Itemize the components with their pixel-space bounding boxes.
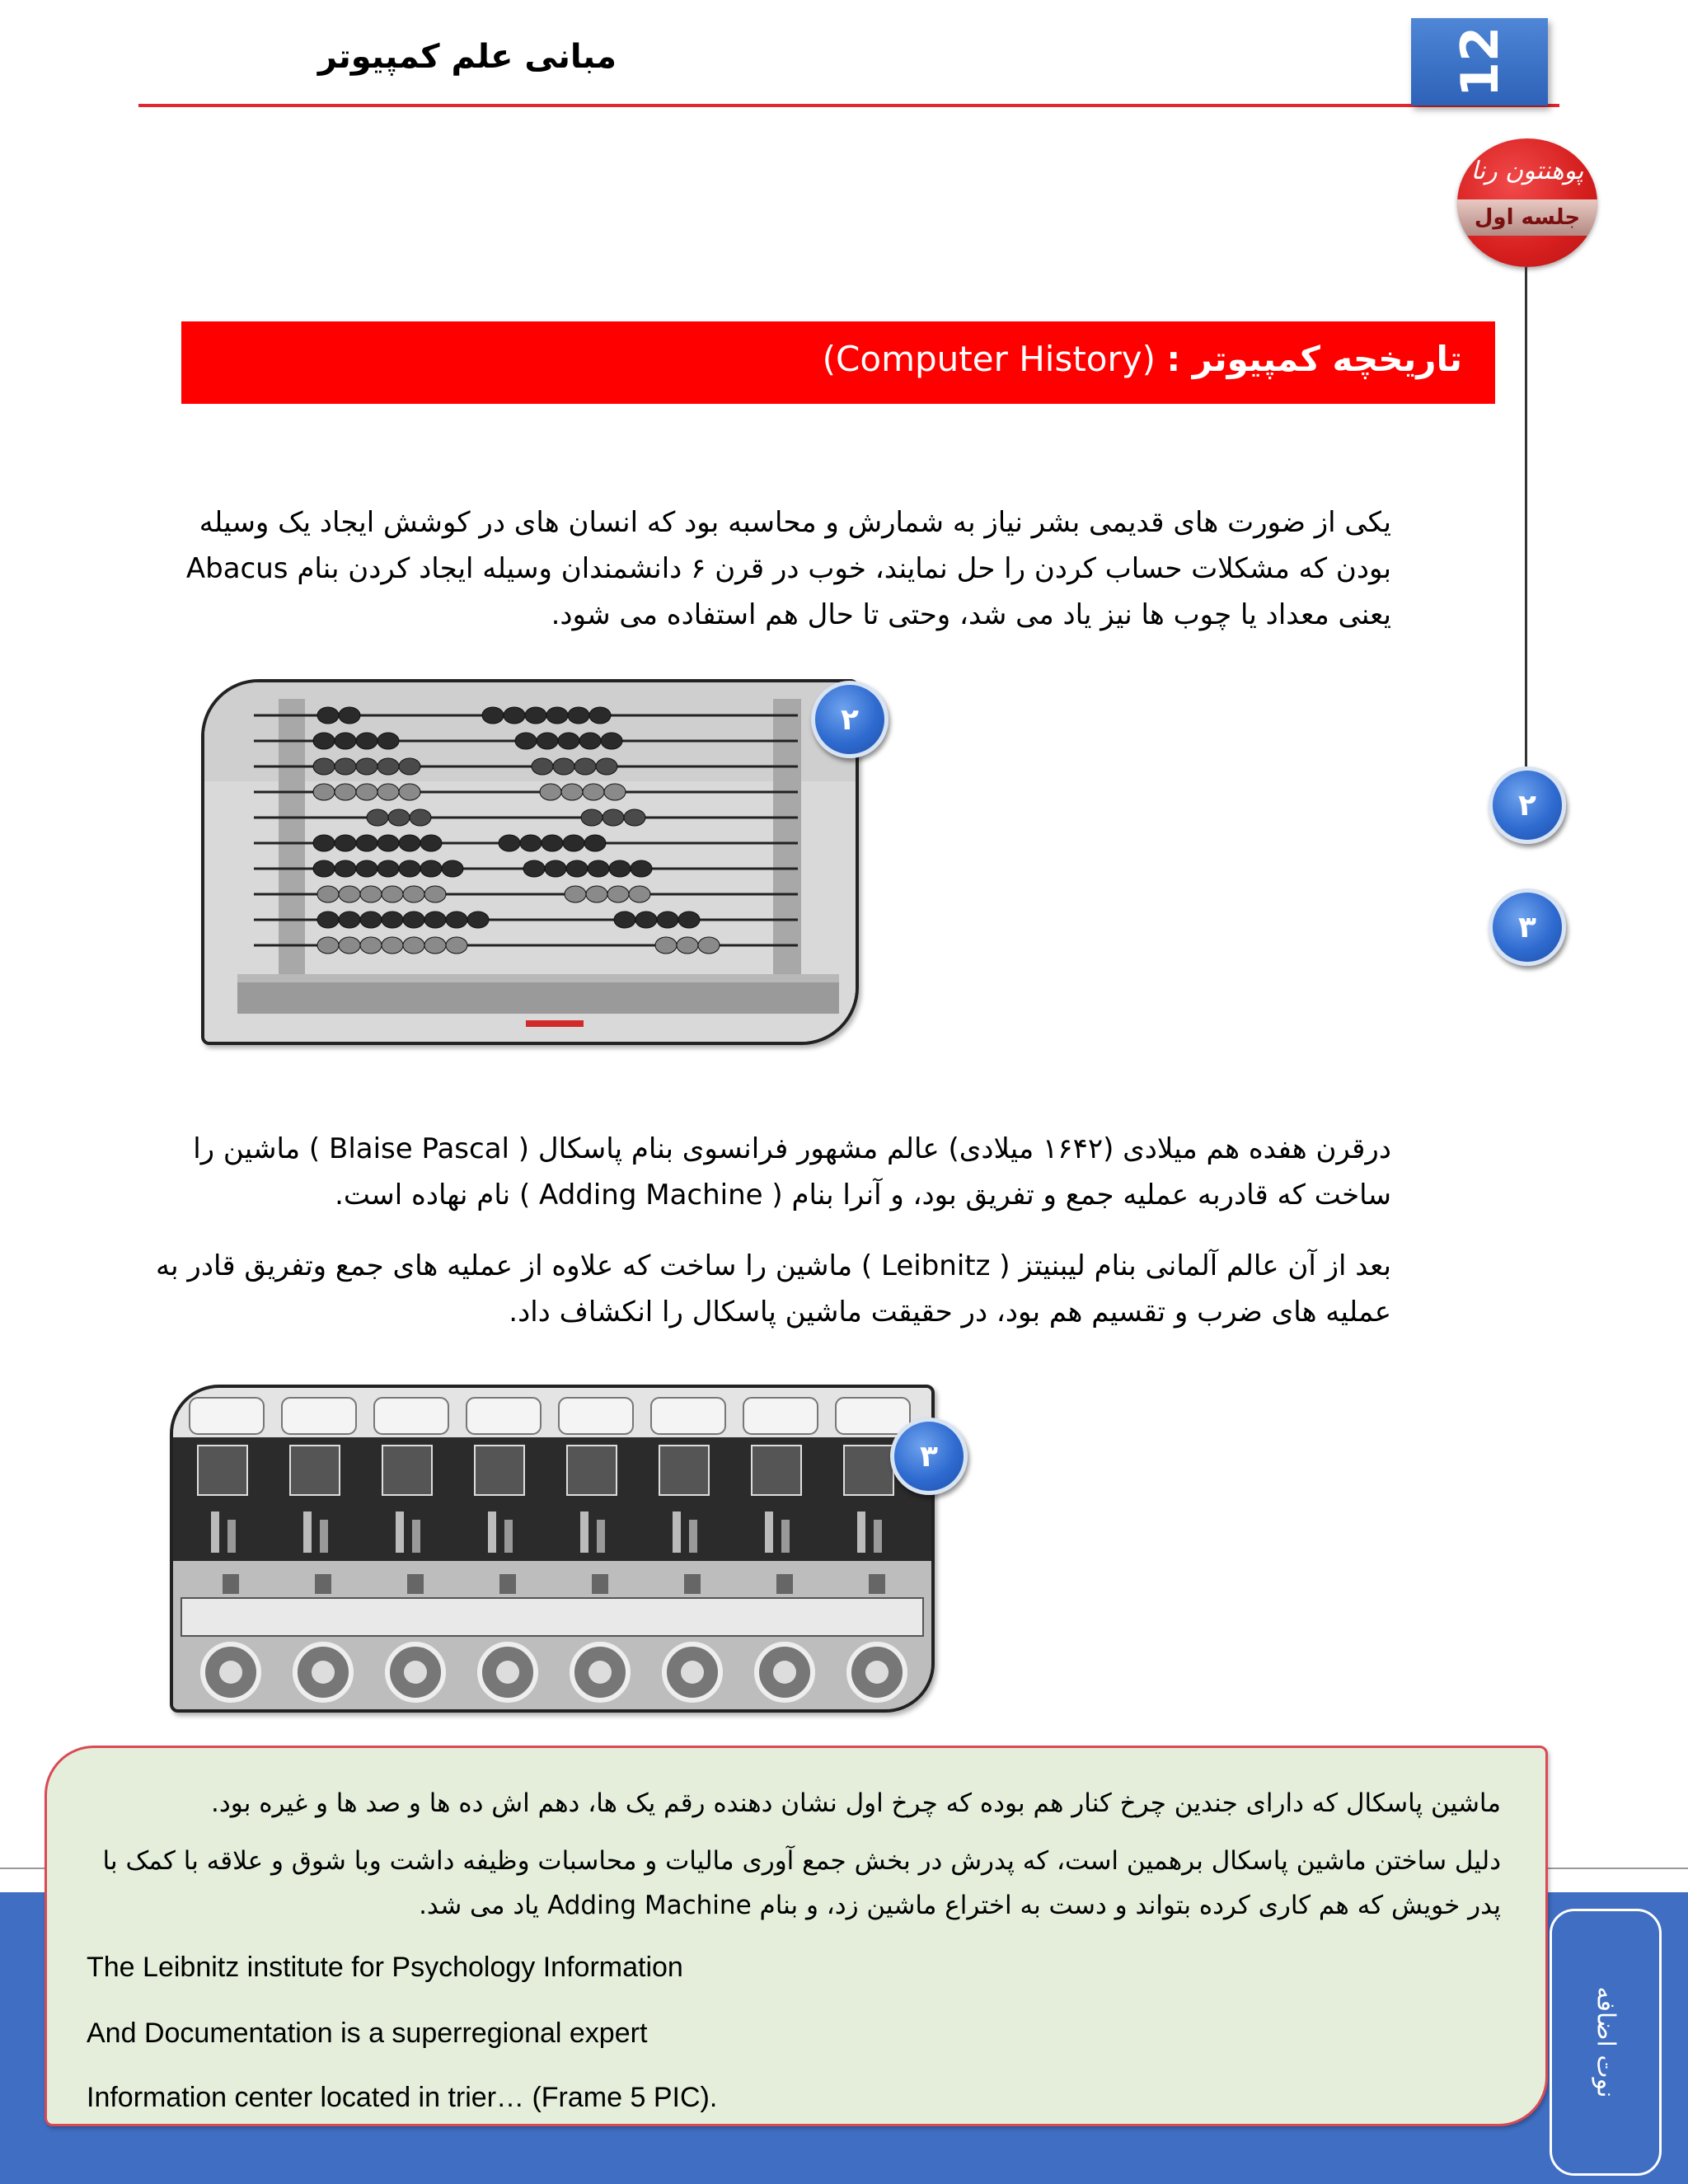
- section-heading-bar: [181, 321, 1495, 404]
- extra-notes-tab-label: نوت اضافه: [1591, 1986, 1620, 2098]
- page-number-box: [1411, 18, 1548, 105]
- section-heading-fa: تاریخچه کمپیوتر :: [1166, 339, 1462, 379]
- session-badge: [1457, 138, 1597, 267]
- pascal-paragraph: درقرن هفده هم میلادی (۱۶۴۲ میلادی) عالم مشهور فرانسوی بنام پاسکال ( Blaise Pascal ) ماشین را ساخت که قادربه عملیه جمع و تفریق بود، و آنرا بنام ( Adding Machine ) نام نهاده است.: [193, 1132, 1391, 1212]
- page-header-title: مبانی علم کمپیوتر: [317, 38, 617, 76]
- session-label: جلسه اول: [1474, 205, 1581, 230]
- page-number: 12: [1449, 26, 1510, 98]
- notes-box: [45, 1746, 1548, 2126]
- timeline-marker-2[interactable]: ٢: [1489, 766, 1566, 844]
- timeline-line: [1525, 267, 1527, 766]
- note-en-line-2: And Documentation is a superregional expert: [87, 2018, 648, 2049]
- note-en-line-1: The Leibnitz institute for Psychology Information: [87, 1952, 683, 1983]
- abacus-image: [201, 679, 859, 1045]
- extra-notes-tab[interactable]: [1550, 1909, 1662, 2176]
- intro-paragraph: یکی از ضورت های قدیمی بشر نیاز به شمارش و محاسبه بود که انسان های در کوشش ایجاد یک وسیله بودن که مشکلات حساب کردن را حل نمایند، خوب در قرن ۶ دانشمندان وسیله ایجاد کردن بنام Abacus یعنی معداد یا چوب ها نیز یاد می شد، وحتی تا حال هم استفاده می شود.: [185, 506, 1391, 631]
- timeline-marker-3[interactable]: ٣: [1489, 888, 1566, 966]
- pascaline-image: [170, 1385, 935, 1713]
- leibniz-paragraph: بعد از آن عالم آلمانی بنام لیبنیتز ( Leibnitz ) ماشین را ساخت که علاوه از عملیه های جمع وتفریق قادر به عملیه های ضرب و تقسیم هم بود، در حقیقت ماشین پاسکال را انکشاف داد.: [155, 1249, 1391, 1329]
- image-marker-2[interactable]: ٢: [811, 681, 889, 758]
- section-heading-en: (Computer History): [822, 339, 1156, 379]
- section-heading: [823, 331, 1462, 387]
- note-en-line-3: Information center located in trier… (Frame 5 PIC).: [87, 2082, 718, 2113]
- header-divider: [138, 104, 1559, 107]
- note-text-pascal-wheels: ماشین پاسکال که دارای جندین چرخ کنار هم بوده که چرخ اول نشان دهنده رقم یک ها، دهم اش ده ها و صد ها و غیره بود.: [211, 1788, 1501, 1818]
- session-label-band: [1457, 199, 1597, 236]
- abacus-illustration: [204, 682, 856, 1042]
- note-text-pascal-reason: دلیل ساختن ماشین پاسکال برهمین است، که پدرش در بخش جمع آوری مالیات و محاسبات وظیفه داشت وبا شوق و علاقه با کمک با پدر خویش که هم کاری کرده بتواند و دست به اختراع ماشین زد، و بنام Adding Machine یاد می شد.: [102, 1846, 1501, 1920]
- image-marker-3[interactable]: ٣: [890, 1418, 968, 1495]
- brand-logo-text: پوهنتون رنا: [1470, 157, 1584, 185]
- pascaline-illustration: [173, 1388, 931, 1709]
